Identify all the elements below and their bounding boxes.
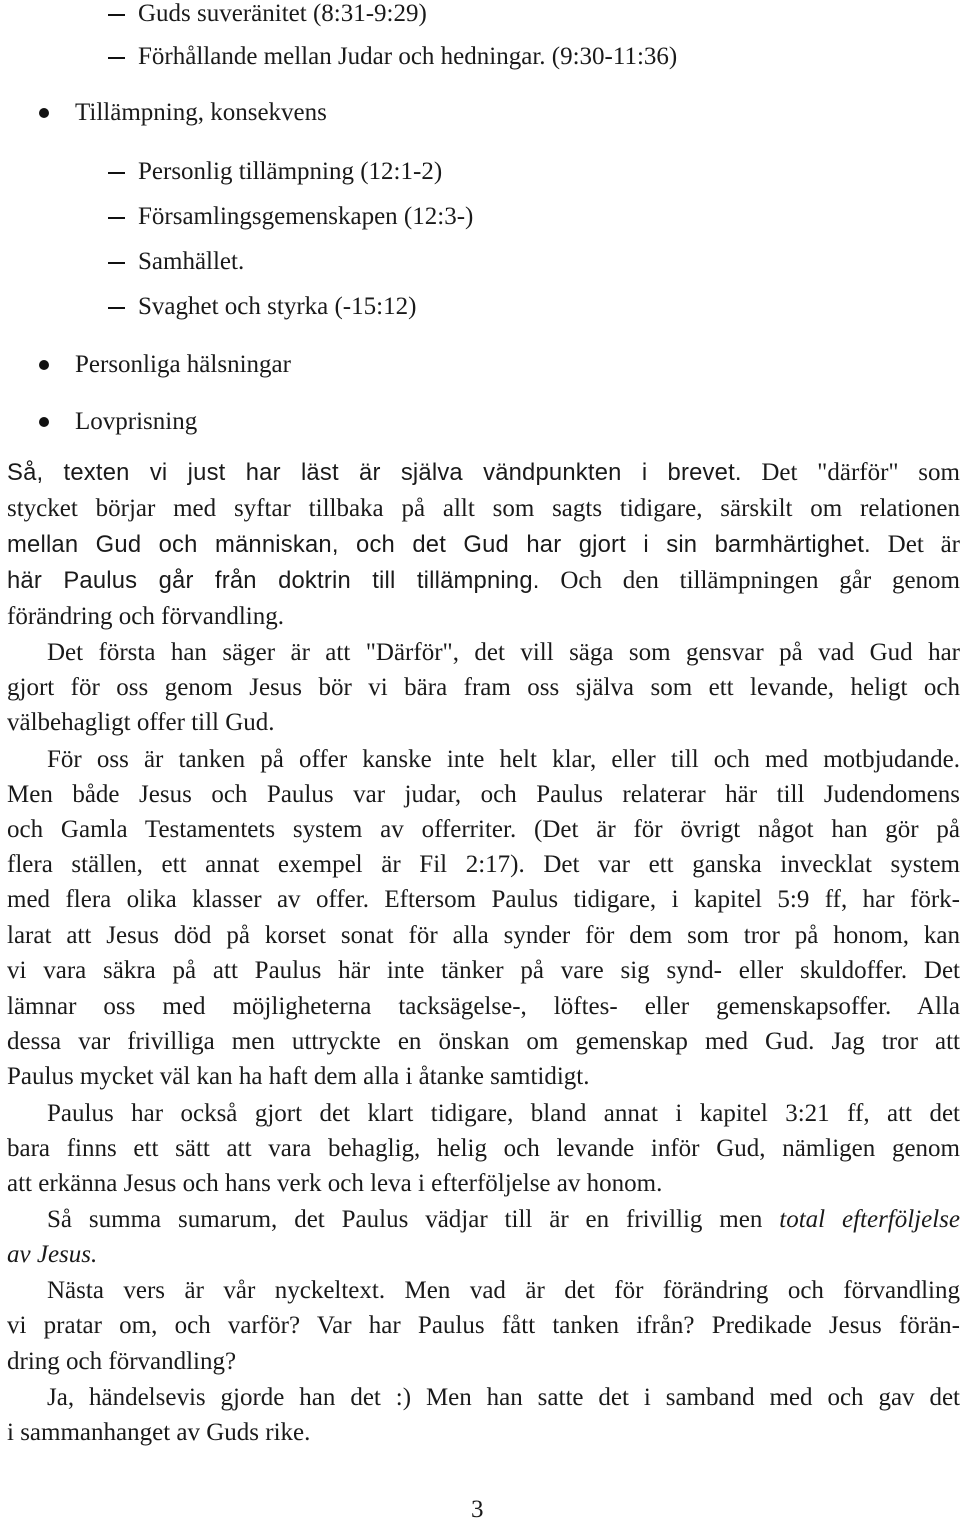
paragraph-line: lämnar oss med möjligheterna tacksägelse-, löftes- eller gemenskapsoffer. Alla xyxy=(7,993,960,1020)
paragraph-line: larat att Jesus död på korset sonat för alla synder för dem som tror på honom, kan xyxy=(7,922,960,949)
italic-text: av Jesus. xyxy=(7,1241,98,1268)
round-bullet xyxy=(39,417,49,427)
paragraph-line xyxy=(7,564,960,598)
paragraph-line: att erkänna Jesus och hans verk och leva i efterföljelse av honom. xyxy=(7,1170,663,1197)
paragraph-line: förändring och förvandling. xyxy=(7,603,285,630)
dash-bullet xyxy=(108,57,125,59)
paragraph-line: med flera olika klasser av offer. Eftersom Paulus tidigare, i kapitel 5:9 ff, har förk- xyxy=(7,886,960,913)
paragraph-line xyxy=(7,528,960,562)
serif-text: Det "därför" som xyxy=(741,459,960,486)
serif-text: Så summa sumarum, det Paulus vädjar till är en frivillig men xyxy=(47,1206,780,1233)
outline-item: Tillämpning, konsekvens xyxy=(75,99,327,126)
paragraph-line: stycket börjar med syftar tillbaka på allt som sagts tidigare, särskilt om relationen xyxy=(7,495,960,522)
paragraph-line: Men både Jesus och Paulus var judar, och Paulus relaterar här till Judendomens xyxy=(7,781,960,808)
paragraph-line: vi vara säkra på att Paulus här inte tänker på vare sig synd- eller skuldoffer. Det xyxy=(7,957,960,984)
paragraph-line xyxy=(7,456,960,490)
serif-text: Och den tillämpningen går genom xyxy=(539,567,960,594)
dash-bullet xyxy=(108,14,125,16)
outline-item: Samhället. xyxy=(138,248,245,275)
paragraph-line: Paulus mycket väl kan ha haft dem alla i åtanke samtidigt. xyxy=(7,1063,590,1090)
outline-item: Svaghet och styrka (-15:12) xyxy=(138,293,417,320)
sans-text: Så, texten vi just har läst är själva vändpunkten i brevet. xyxy=(7,459,742,486)
round-bullet xyxy=(39,360,49,370)
dash-bullet xyxy=(108,262,125,264)
serif-text: Det är xyxy=(870,531,960,558)
paragraph-line: dessa var frivilliga men uttryckte en önskan om gemenskap med Gud. Jag tror att xyxy=(7,1028,960,1055)
paragraph-line xyxy=(7,1238,960,1272)
paragraph-line: i sammanhanget av Guds rike. xyxy=(7,1419,311,1446)
dash-bullet xyxy=(108,172,125,174)
round-bullet xyxy=(39,108,49,118)
outline-item: Personlig tillämpning (12:1-2) xyxy=(138,158,443,185)
sans-text: här Paulus går från doktrin till tillämpning. xyxy=(7,567,540,594)
page-number: 3 xyxy=(471,1496,484,1523)
paragraph-line: dring och förvandling? xyxy=(7,1348,237,1375)
outline-item: Personliga hälsningar xyxy=(75,351,291,378)
sans-text: mellan Gud och människan, och det Gud har gjort i sin barmhärtighet. xyxy=(7,531,871,558)
paragraph-line: och Gamla Testamentets system av offerriter. (Det är för övrigt något han gör på xyxy=(7,816,960,843)
paragraph-line: Paulus har också gjort det klart tidigare, bland annat i kapitel 3:21 ff, att det xyxy=(47,1100,960,1127)
paragraph-line xyxy=(47,1203,960,1237)
paragraph-line: flera ställen, ett annat exempel är Fil 2:17). Det var ett ganska invecklat system xyxy=(7,851,960,878)
dash-bullet xyxy=(108,217,125,219)
paragraph-line: bara finns ett sätt att vara behaglig, helig och levande inför Gud, nämligen genom xyxy=(7,1135,960,1162)
outline-item: Guds suveränitet (8:31-9:29) xyxy=(138,0,427,27)
outline-item: Lovprisning xyxy=(75,408,198,435)
paragraph-line: Det första han säger är att "Därför", det vill säga som gensvar på vad Gud har xyxy=(47,639,960,666)
outline-item: Förhållande mellan Judar och hedningar. (9:30-11:36) xyxy=(138,43,678,70)
italic-text: total efterföljelse xyxy=(779,1206,960,1233)
paragraph-line: Nästa vers är vår nyckeltext. Men vad är det för förändring och förvandling xyxy=(47,1277,960,1304)
outline-item: Församlingsgemenskapen (12:3-) xyxy=(138,203,474,230)
paragraph-line: För oss är tanken på offer kanske inte helt klar, eller till och med motbjudande. xyxy=(47,746,960,773)
dash-bullet xyxy=(108,307,125,309)
paragraph-line: gjort för oss genom Jesus bör vi bära fram oss själva som ett levande, heligt och xyxy=(7,674,960,701)
paragraph-line: Ja, händelsevis gjorde han det :) Men han satte det i samband med och gav det xyxy=(47,1384,960,1411)
paragraph-line: vi pratar om, och varför? Var har Paulus fått tanken ifrån? Predikade Jesus förän- xyxy=(7,1312,960,1339)
paragraph-line: välbehagligt offer till Gud. xyxy=(7,709,275,736)
